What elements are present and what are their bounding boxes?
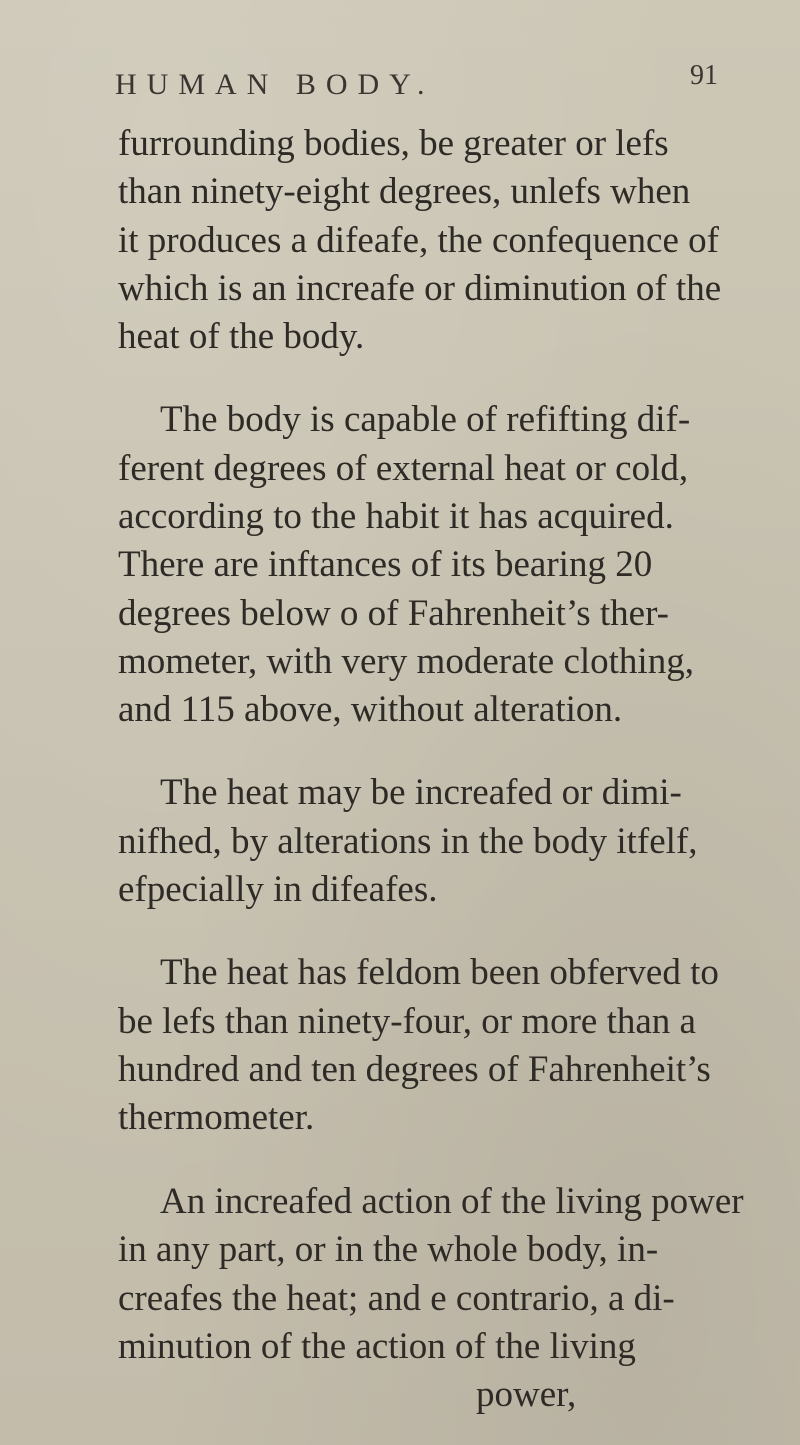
- text-line: and 115 above, without alteration.: [118, 689, 623, 730]
- text-line: which is an increafe or diminution of the: [118, 268, 722, 309]
- text-line: ferent degrees of external heat or cold,: [118, 448, 689, 489]
- text-line: An increafed action of the living power: [160, 1181, 744, 1222]
- text-line: There are inftances of its bearing 20: [118, 544, 653, 585]
- text-line: creafes the heat; and e contrario, a di-: [118, 1278, 675, 1319]
- text-line: power,: [476, 1374, 577, 1415]
- text-line: The heat has feldom been obferved to: [160, 952, 719, 993]
- text-line: minution of the action of the living: [118, 1326, 636, 1367]
- text-line: furrounding bodies, be greater or lefs: [118, 123, 669, 164]
- text-line: heat of the body.: [118, 316, 365, 357]
- text-line: The body is capable of refifting dif-: [160, 399, 691, 440]
- running-head: HUMAN BODY.: [115, 68, 435, 101]
- text-line: The heat may be increafed or dimi-: [160, 772, 682, 813]
- page-number: 91: [690, 60, 718, 91]
- text-line: according to the habit it has acquired.: [118, 496, 674, 537]
- text-line: hundred and ten degrees of Fahrenheit’s: [118, 1049, 711, 1090]
- text-line: degrees below o of Fahrenheit’s ther-: [118, 593, 669, 634]
- text-line: than ninety-eight degrees, unlefs when: [118, 171, 691, 212]
- text-line: nifhed, by alterations in the body itfelf,: [118, 821, 698, 862]
- text-line: efpecially in difeafes.: [118, 869, 438, 910]
- text-line: thermometer.: [118, 1097, 315, 1138]
- text-line: mometer, with very moderate clothing,: [118, 641, 694, 682]
- text-line: be lefs than ninety-four, or more than a: [118, 1001, 696, 1042]
- text-line: it produces a difeafe, the confequence of: [118, 220, 719, 261]
- text-line: in any part, or in the whole body, in-: [118, 1229, 659, 1270]
